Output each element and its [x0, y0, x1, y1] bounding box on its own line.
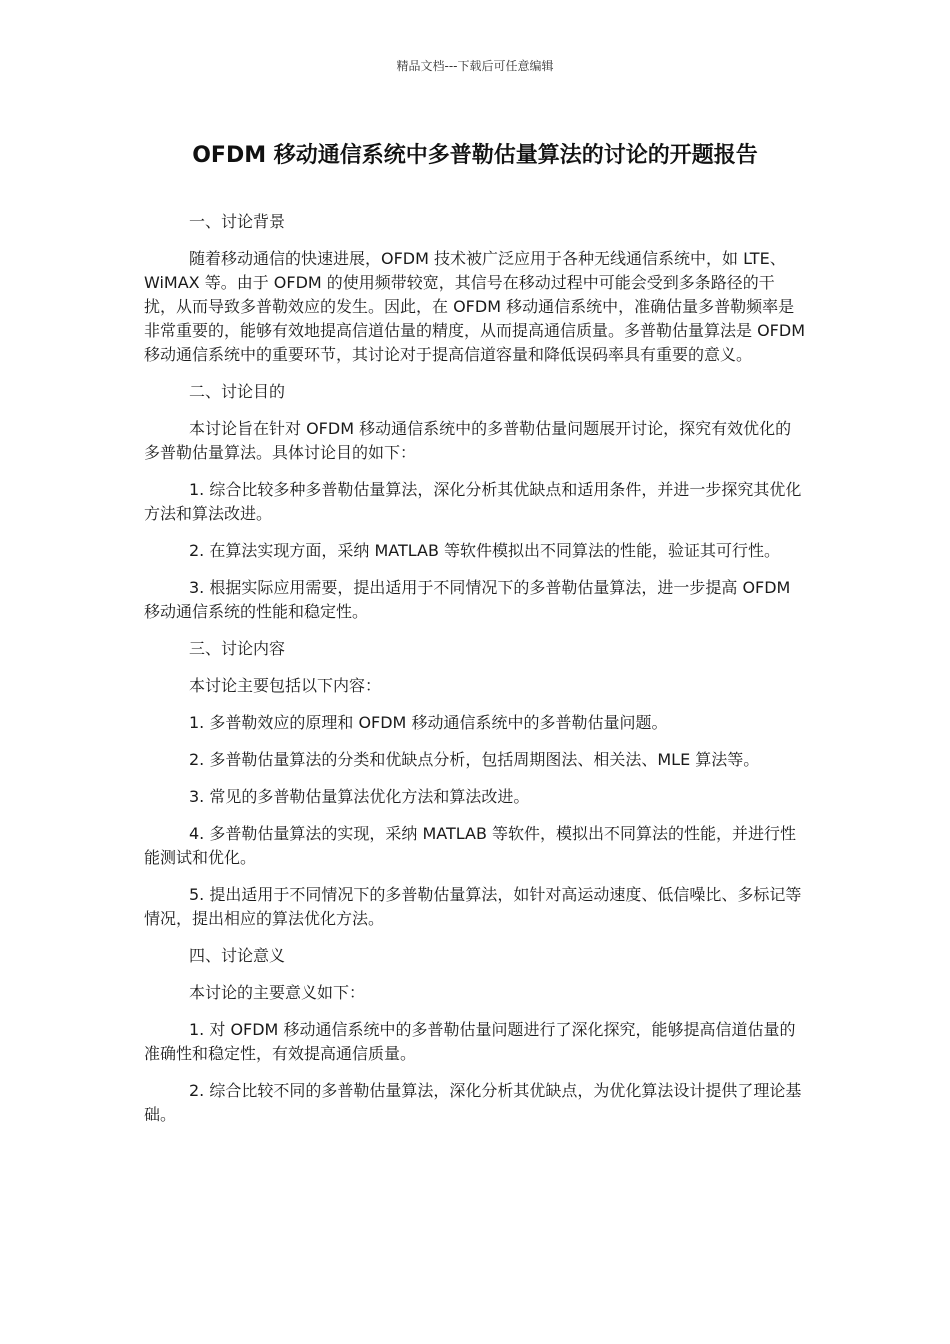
content-intro: 本讨论主要包括以下内容： [189, 676, 382, 695]
significance-intro: 本讨论的主要意义如下： [189, 983, 366, 1002]
significance-item: 1. 对 OFDM 移动通信系统中的多普勒估量问题进行了深化探究，能够提高信道估量的准确性和稳定性，有效提高通信质量。 [144, 1020, 796, 1063]
purpose-item: 3. 根据实际应用需要，提出适用于不同情况下的多普勒估量算法，进一步提高 OFDM 移动通信系统的性能和稳定性。 [144, 578, 791, 621]
document-body [144, 210, 806, 1140]
header-note: 精品文档---下载后可任意编辑 [396, 59, 554, 73]
purpose-item: 1. 综合比较多种多普勒估量算法，深化分析其优缺点和适用条件，并进一步探究其优化方法和算法改进。 [144, 480, 802, 523]
purpose-intro: 本讨论旨在针对 OFDM 移动通信系统中的多普勒估量问题展开讨论，探究有效优化的多普勒估量算法。具体讨论目的如下： [144, 419, 792, 462]
content-item: 4. 多普勒估量算法的实现，采纳 MATLAB 等软件，模拟出不同算法的性能，并进行性能测试和优化。 [144, 824, 797, 867]
content-item: 5. 提出适用于不同情况下的多普勒估量算法，如针对高运动速度、低信噪比、多标记等情况，提出相应的算法优化方法。 [144, 885, 802, 928]
section-heading-significance: 四、讨论意义 [189, 946, 286, 965]
content-item: 2. 多普勒估量算法的分类和优缺点分析，包括周期图法、相关法、MLE 算法等。 [189, 750, 760, 769]
section-heading-content: 三、讨论内容 [189, 639, 286, 658]
section-heading-purpose: 二、讨论目的 [189, 382, 286, 401]
document-title: OFDM 移动通信系统中多普勒估量算法的讨论的开题报告 [192, 143, 758, 168]
section-heading-background: 一、讨论背景 [189, 212, 286, 231]
background-paragraph: 随着移动通信的快速进展，OFDM 技术被广泛应用于各种无线通信系统中，如 LTE、WiMAX 等。由于 OFDM 的使用频带较宽，其信号在移动过程中可能会受到多条路径的干扰，从而导致多普勒效应的发生。因此，在 OFDM 移动通信系统中，准确估量多普勒频率是非常重要的，能够有效地提高信道估量的精度，从而提高通信质量。多普勒估量算法是 OFDM 移动通信系统中的重要环节，其讨论对于提高信道容量和降低误码率具有重要的意义。 [144, 249, 806, 364]
significance-item: 2. 综合比较不同的多普勒估量算法，深化分析其优缺点，为优化算法设计提供了理论基础。 [144, 1081, 802, 1124]
content-item: 3. 常见的多普勒估量算法优化方法和算法改进。 [189, 787, 530, 806]
content-item: 1. 多普勒效应的原理和 OFDM 移动通信系统中的多普勒估量问题。 [189, 713, 668, 732]
purpose-item: 2. 在算法实现方面，采纳 MATLAB 等软件模拟出不同算法的性能，验证其可行性。 [189, 541, 781, 560]
